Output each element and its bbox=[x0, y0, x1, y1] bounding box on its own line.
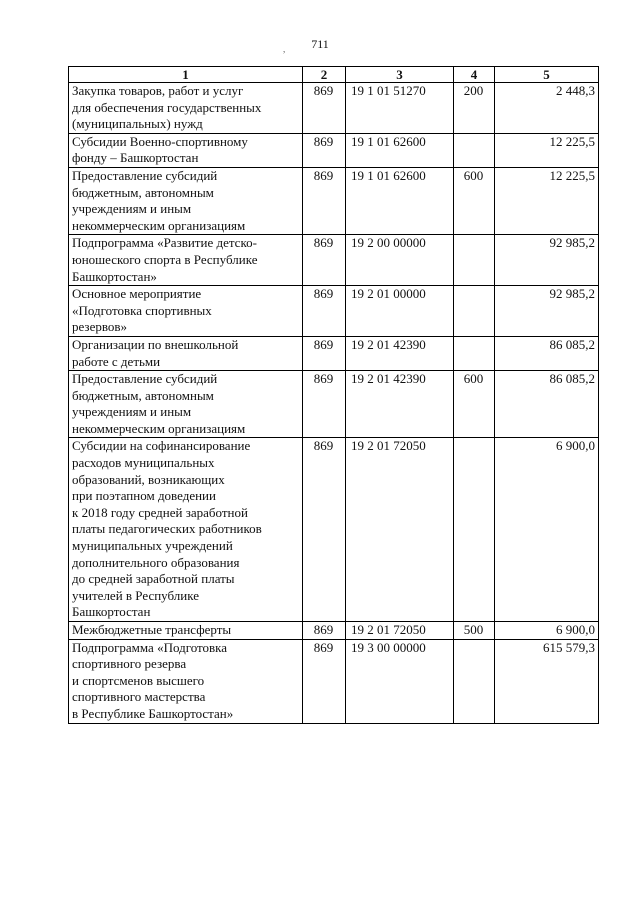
row-amount: 12 225,5 bbox=[495, 167, 599, 234]
row-target-article: 19 2 01 72050 bbox=[346, 438, 454, 622]
column-header-4: 4 bbox=[454, 67, 495, 83]
page-number: 711 bbox=[311, 37, 329, 51]
table-row bbox=[69, 235, 599, 286]
table-row bbox=[69, 286, 599, 337]
row-amount: 92 985,2 bbox=[495, 286, 599, 337]
budget-table bbox=[68, 66, 599, 724]
row-target-article: 19 2 01 42390 bbox=[346, 371, 454, 438]
table-row bbox=[69, 371, 599, 438]
row-amount: 86 085,2 bbox=[495, 336, 599, 370]
row-amount: 86 085,2 bbox=[495, 371, 599, 438]
row-amount: 6 900,0 bbox=[495, 438, 599, 622]
row-amount: 2 448,3 bbox=[495, 83, 599, 134]
row-name: Субсидии на софинансирование расходов муниципальных образований, возникающих при поэтапном доведении к 2018 году средней заработной платы педагогических работников муниципальных учреждений дополнительного образования до средней заработной платы учителей в Республике Башкортостан bbox=[69, 438, 303, 622]
row-expense-type bbox=[454, 438, 495, 622]
row-name: Организации по внешкольной работе с детьми bbox=[69, 336, 303, 370]
column-header-2: 2 bbox=[303, 67, 346, 83]
table-row bbox=[69, 639, 599, 723]
row-department-code: 869 bbox=[303, 639, 346, 723]
table-row bbox=[69, 336, 599, 370]
row-target-article: 19 1 01 51270 bbox=[346, 83, 454, 134]
table-row bbox=[69, 438, 599, 622]
row-department-code: 869 bbox=[303, 133, 346, 167]
row-target-article: 19 1 01 62600 bbox=[346, 133, 454, 167]
row-expense-type bbox=[454, 639, 495, 723]
row-name: Субсидии Военно-спортивному фонду – Башкортостан bbox=[69, 133, 303, 167]
row-target-article: 19 1 01 62600 bbox=[346, 167, 454, 234]
row-name: Подпрограмма «Подготовка спортивного резерва и спортсменов высшего спортивного мастерства в Республике Башкортостан» bbox=[69, 639, 303, 723]
table-row bbox=[69, 133, 599, 167]
row-target-article: 19 2 01 00000 bbox=[346, 286, 454, 337]
row-department-code: 869 bbox=[303, 371, 346, 438]
row-target-article: 19 2 00 00000 bbox=[346, 235, 454, 286]
row-department-code: 869 bbox=[303, 235, 346, 286]
row-expense-type: 600 bbox=[454, 371, 495, 438]
row-expense-type bbox=[454, 286, 495, 337]
table-row bbox=[69, 622, 599, 640]
row-target-article: 19 3 00 00000 bbox=[346, 639, 454, 723]
row-expense-type: 200 bbox=[454, 83, 495, 134]
row-target-article: 19 2 01 42390 bbox=[346, 336, 454, 370]
row-name: Предоставление субсидий бюджетным, автономным учреждениям и иным некоммерческим организациям bbox=[69, 167, 303, 234]
table-row bbox=[69, 83, 599, 134]
row-department-code: 869 bbox=[303, 438, 346, 622]
row-name: Предоставление субсидий бюджетным, автономным учреждениям и иным некоммерческим организациям bbox=[69, 371, 303, 438]
column-header-1: 1 bbox=[69, 67, 303, 83]
column-header-5: 5 bbox=[495, 67, 599, 83]
row-name: Основное мероприятие «Подготовка спортивных резервов» bbox=[69, 286, 303, 337]
column-header-3: 3 bbox=[346, 67, 454, 83]
row-expense-type: 500 bbox=[454, 622, 495, 640]
row-department-code: 869 bbox=[303, 286, 346, 337]
row-amount: 615 579,3 bbox=[495, 639, 599, 723]
scan-speck: , bbox=[283, 44, 286, 54]
row-name: Подпрограмма «Развитие детско- юношеского спорта в Республике Башкортостан» bbox=[69, 235, 303, 286]
row-name: Закупка товаров, работ и услуг для обеспечения государственных (муниципальных) нужд bbox=[69, 83, 303, 134]
row-department-code: 869 bbox=[303, 622, 346, 640]
row-department-code: 869 bbox=[303, 336, 346, 370]
row-expense-type: 600 bbox=[454, 167, 495, 234]
table-row bbox=[69, 167, 599, 234]
row-expense-type bbox=[454, 133, 495, 167]
row-amount: 92 985,2 bbox=[495, 235, 599, 286]
row-expense-type bbox=[454, 336, 495, 370]
row-target-article: 19 2 01 72050 bbox=[346, 622, 454, 640]
row-amount: 12 225,5 bbox=[495, 133, 599, 167]
row-expense-type bbox=[454, 235, 495, 286]
row-name: Межбюджетные трансферты bbox=[69, 622, 303, 640]
row-department-code: 869 bbox=[303, 83, 346, 134]
header-row bbox=[69, 67, 599, 83]
row-amount: 6 900,0 bbox=[495, 622, 599, 640]
row-department-code: 869 bbox=[303, 167, 346, 234]
